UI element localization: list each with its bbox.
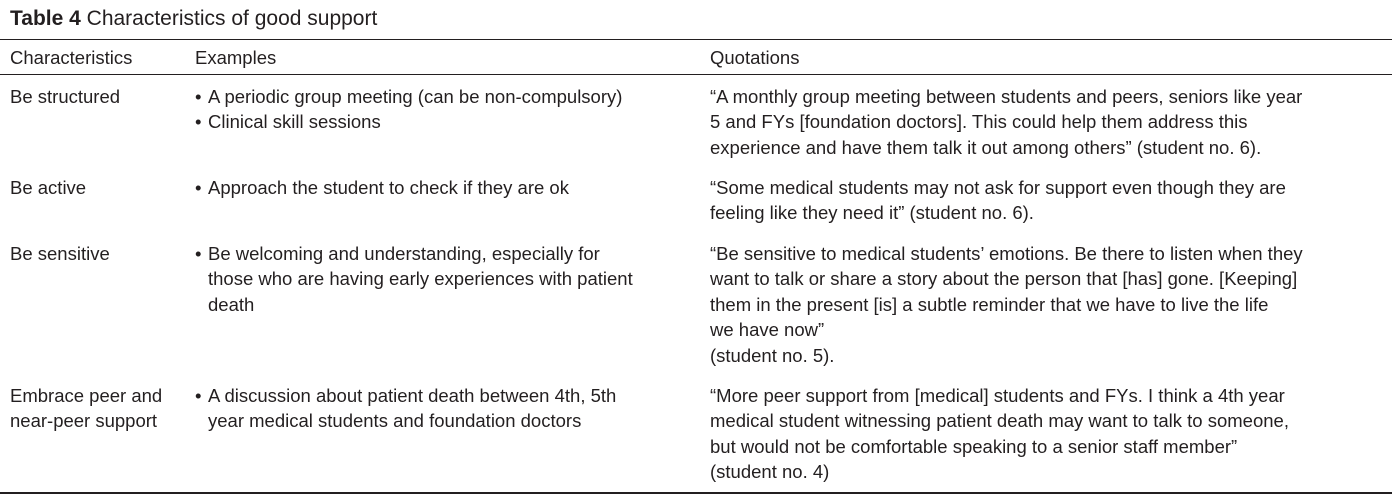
bullet-icon: • (195, 86, 202, 107)
quotation-line: experience and have them talk it out among others” (student no. 6). (710, 136, 1262, 158)
characteristic-text: Be sensitive (10, 243, 110, 264)
example-item: • Approach the student to check if they are ok (195, 175, 700, 200)
quotation-line: but would not be comfortable speaking to a senior staff member” (710, 435, 1238, 457)
table-label: Table 4 (10, 7, 81, 30)
example-item: • A discussion about patient death between 4th, 5th (195, 383, 700, 408)
bottom-rule (0, 492, 1392, 494)
quotation-cell (710, 241, 1390, 368)
quotation-line: (student no. 5). (710, 344, 835, 366)
example-item-continuation: those who are having early experiences with patient (208, 268, 633, 290)
characteristic-cell (10, 175, 190, 200)
quotation-line: “A monthly group meeting between students and peers, seniors like year (710, 86, 1303, 107)
bullet-icon: • (195, 111, 202, 133)
characteristic-cell (10, 383, 190, 434)
characteristic-text: Be structured (10, 86, 121, 107)
header-characteristics: Characteristics (10, 47, 133, 68)
top-rule (0, 39, 1392, 40)
examples-cell (195, 241, 700, 317)
examples-cell (195, 175, 700, 200)
characteristic-text: Be active (10, 177, 87, 198)
bullet-icon: • (195, 243, 202, 264)
quotation-line: “Some medical students may not ask for support even though they are (710, 177, 1286, 198)
quotation-cell (710, 84, 1390, 160)
quotation-line: (student no. 4) (710, 461, 830, 483)
quotation-line: “More peer support from [medical] students and FYs. I think a 4th year (710, 385, 1285, 406)
table-caption (10, 5, 377, 33)
example-item: • Clinical skill sessions (195, 109, 700, 134)
examples-cell (195, 383, 700, 434)
bullet-icon: • (195, 385, 202, 406)
quotation-cell (710, 383, 1390, 485)
quotation-line: them in the present [is] a subtle reminder that we have to live the life (710, 293, 1269, 315)
characteristic-cell (10, 84, 190, 109)
example-item: • A periodic group meeting (can be non-compulsory) (195, 84, 700, 109)
quotation-line: feeling like they need it” (student no. 6). (710, 202, 1034, 224)
quotation-line: medical student witnessing patient death may want to talk to someone, (710, 410, 1289, 432)
header-examples: Examples (195, 47, 277, 68)
quotation-line: “Be sensitive to medical students’ emotions. Be there to listen when they (710, 243, 1303, 264)
examples-cell (195, 84, 700, 135)
quotation-line: 5 and FYs [foundation doctors]. This could help them address this (710, 111, 1248, 133)
example-item-continuation: death (208, 293, 255, 315)
table-title: Characteristics of good support (86, 7, 378, 30)
characteristic-text: near-peer support (10, 410, 158, 432)
bullet-icon: • (195, 177, 202, 198)
characteristic-cell (10, 241, 190, 266)
quotation-cell (710, 175, 1390, 226)
characteristic-text: Embrace peer and (10, 385, 163, 406)
example-item-continuation: year medical students and foundation doctors (208, 410, 582, 432)
example-item: • Be welcoming and understanding, especially for (195, 241, 700, 266)
header-rule (0, 74, 1392, 75)
quotation-line: we have now” (710, 319, 825, 341)
header-quotations: Quotations (710, 47, 800, 68)
quotation-line: want to talk or share a story about the person that [has] gone. [Keeping] (710, 268, 1298, 290)
